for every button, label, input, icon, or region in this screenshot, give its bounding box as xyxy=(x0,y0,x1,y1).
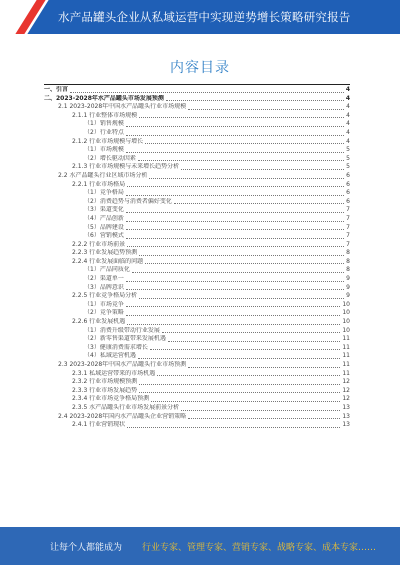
toc-leader-dots xyxy=(126,135,344,136)
toc-leader-dots xyxy=(126,306,341,307)
toc-entry-title: 2.2.1 行业市场格局 xyxy=(72,180,126,188)
toc-leader-dots xyxy=(181,169,344,170)
toc-entry[interactable] xyxy=(44,327,350,336)
toc-entry[interactable] xyxy=(44,292,350,301)
toc-entry-page: 5 xyxy=(346,154,350,162)
toc-entry-page: 12 xyxy=(342,386,350,394)
toc-leader-dots xyxy=(188,367,340,368)
toc-leader-dots xyxy=(127,324,340,325)
toc-entry-title: （2）渠道单一 xyxy=(84,275,124,283)
toc-entry[interactable] xyxy=(44,138,350,147)
toc-leader-dots xyxy=(166,100,344,101)
toc-entry[interactable] xyxy=(44,95,350,104)
toc-entry-page: 11 xyxy=(342,343,350,351)
toc-entry-page: 10 xyxy=(342,326,350,334)
toc-entry[interactable] xyxy=(44,258,350,267)
footer-lead-text: 让每个人都能成为 xyxy=(50,543,123,553)
toc-entry[interactable] xyxy=(44,232,350,241)
toc-leader-dots xyxy=(127,427,340,428)
toc-leader-dots xyxy=(70,92,344,93)
toc-leader-dots xyxy=(126,315,341,316)
toc-entry-title: （1）市场竞争 xyxy=(84,300,124,308)
toc-leader-dots xyxy=(127,186,344,187)
toc-entry-title: 2.3.3 行业市场发展趋势 xyxy=(72,386,138,394)
toc-leader-dots xyxy=(150,349,341,350)
toc-leader-dots xyxy=(127,246,344,247)
toc-entry[interactable] xyxy=(44,370,350,379)
toc-entry[interactable] xyxy=(44,404,350,413)
toc-entry-title: 2.3 2023-2028年中国水产品罐头行业市场预测 xyxy=(58,361,187,368)
header-banner xyxy=(0,0,400,34)
toc-leader-dots xyxy=(126,212,344,213)
toc-entry-title: （1）市场规模 xyxy=(84,146,124,154)
toc-entry-title: （5）品牌建设 xyxy=(84,223,124,231)
toc-leader-dots xyxy=(126,238,344,239)
toc-leader-dots xyxy=(157,375,340,376)
toc-leader-dots xyxy=(139,117,344,118)
toc-leader-dots xyxy=(126,221,344,222)
toc-entry-title: （4）产品创新 xyxy=(84,214,124,222)
toc-entry[interactable] xyxy=(44,301,350,310)
toc-entry-page: 13 xyxy=(342,412,350,420)
toc-entry[interactable] xyxy=(44,120,350,129)
toc-entry-page: 4 xyxy=(345,86,350,93)
toc-top-rule xyxy=(44,84,350,85)
toc-entry-page: 11 xyxy=(342,361,350,368)
toc-entry-page: 4 xyxy=(345,94,350,102)
toc-entry-page: 4 xyxy=(346,120,350,128)
toc-entry-title: 2.3.1 私域运营带来的市场机遇 xyxy=(72,369,156,377)
toc-entry[interactable] xyxy=(44,352,350,361)
toc-entry[interactable] xyxy=(44,387,350,396)
toc-entry-page: 11 xyxy=(342,335,350,343)
toc-entry[interactable] xyxy=(44,413,350,422)
footer-roles-text: 行业专家、管理专家、营销专家、战略专家、成本专家…… xyxy=(142,543,377,553)
toc-entry-page: 8 xyxy=(346,257,350,265)
toc-entry-page: 4 xyxy=(346,103,350,111)
toc-leader-dots xyxy=(188,109,344,110)
toc-entry-title: 2.1.2 行业市场规模与增长 xyxy=(72,137,144,145)
toc-entry-page: 8 xyxy=(346,266,350,274)
toc-entry-page: 4 xyxy=(346,137,350,145)
toc-leader-dots xyxy=(145,263,344,264)
toc-entry-title: （3）健康消费需求增长 xyxy=(84,343,148,351)
toc-entry-title: 2.4.1 行业营销现状 xyxy=(72,421,126,429)
toc-entry-page: 8 xyxy=(346,249,350,257)
toc-entry[interactable] xyxy=(44,172,350,181)
toc-leader-dots xyxy=(181,410,340,411)
toc-entry-title: 2.2.3 行业发展趋势预测 xyxy=(72,249,138,257)
toc-entry-page: 7 xyxy=(346,223,350,231)
toc-entry-title: 一、引言 xyxy=(44,86,69,93)
toc-entry-page: 7 xyxy=(346,214,350,222)
toc-entry-title: （1）销售规模 xyxy=(84,120,124,128)
toc-entry-title: （4）私域运营机遇 xyxy=(84,352,136,360)
toc-entry-title: 2.2 水产品罐头行业区域市场分析 xyxy=(58,171,148,179)
toc-entry-title: （1）消费升级带动行业发展 xyxy=(84,326,160,334)
toc-leader-dots xyxy=(188,418,340,419)
toc-entry[interactable] xyxy=(44,189,350,198)
toc-entry-title: 2.2.4 行业发展面临的问题 xyxy=(72,257,144,265)
toc-entry-title: 2.2.5 行业竞争格局分析 xyxy=(72,292,138,300)
toc-leader-dots xyxy=(162,332,341,333)
toc-entry[interactable] xyxy=(44,275,350,284)
toc-entry-title: （2）新零售渠道带来发展机遇 xyxy=(84,335,166,343)
toc-entry-page: 12 xyxy=(342,395,350,403)
toc-entry[interactable] xyxy=(44,206,350,215)
toc-entry[interactable] xyxy=(44,335,350,344)
toc-entry-page: 5 xyxy=(346,163,350,171)
toc-entry-title: （3）渠道变化 xyxy=(84,206,124,214)
toc-entry[interactable] xyxy=(44,344,350,353)
toc-entry[interactable] xyxy=(44,284,350,293)
toc-entry[interactable] xyxy=(44,129,350,138)
toc-entry-title: 2.1 2023-2028年中国水产品罐头行业市场规模 xyxy=(58,103,187,111)
toc-entry-title: （1）竞争格局 xyxy=(84,189,124,197)
toc-entry[interactable] xyxy=(44,249,350,258)
toc-entry-title: 2.3.5 水产品罐头行业市场发展前景分析 xyxy=(72,403,180,411)
toc-entry-title: 2.3.2 行业市场规模预测 xyxy=(72,378,138,386)
toc-entry[interactable] xyxy=(44,155,350,164)
toc-entry[interactable] xyxy=(44,224,350,233)
toc-entry-title: （6）营销模式 xyxy=(84,232,124,240)
toc-entry[interactable] xyxy=(44,146,350,155)
toc-leader-dots xyxy=(168,341,341,342)
toc-entry-page: 10 xyxy=(342,300,350,308)
toc-entry[interactable] xyxy=(44,241,350,250)
toc-leader-dots xyxy=(139,384,340,385)
toc-entry-title: 2.3.4 行业市场竞争格局预测 xyxy=(72,395,150,403)
toc-entry-page: 12 xyxy=(342,378,350,386)
toc-entry-page: 6 xyxy=(346,180,350,188)
toc-leader-dots xyxy=(139,392,340,393)
toc-entry[interactable] xyxy=(44,361,350,370)
toc-entry-page: 5 xyxy=(346,146,350,154)
toc-heading: 内容目录 xyxy=(170,60,230,76)
toc-entry-page: 7 xyxy=(346,232,350,240)
toc-entry-title: （2）竞争策略 xyxy=(84,309,124,317)
toc-entry[interactable] xyxy=(44,198,350,207)
toc-entry-title: （1）产品同质化 xyxy=(84,266,130,274)
toc-leader-dots xyxy=(126,281,344,282)
toc-entry[interactable] xyxy=(44,181,350,190)
toc-entry-title: 2.2.2 行业市场前景 xyxy=(72,240,126,248)
toc-entry-page: 7 xyxy=(346,206,350,214)
toc-entry-title: 二、2023-2028年水产品罐头市场发展预测 xyxy=(44,94,164,102)
toc-leader-dots xyxy=(174,203,344,204)
toc-entry-page: 11 xyxy=(342,352,350,360)
toc-entry-page: 13 xyxy=(342,421,350,429)
toc-entry-title: 2.4 2023-2028年国内水产品罐头企业营销策略 xyxy=(58,412,187,420)
toc-entry-page: 6 xyxy=(346,197,350,205)
toc-entry-page: 7 xyxy=(346,240,350,248)
toc-entry-page: 6 xyxy=(346,171,350,179)
toc-entry[interactable] xyxy=(44,395,350,404)
toc-entry[interactable] xyxy=(44,318,350,327)
toc-leader-dots xyxy=(138,160,344,161)
toc-leader-dots xyxy=(126,126,344,127)
toc-entry-page: 4 xyxy=(346,111,350,119)
toc-entry-title: 2.1.3 行业市场规模与未来增长趋势分析 xyxy=(72,163,180,171)
toc-entry-page: 10 xyxy=(342,318,350,326)
toc-leader-dots xyxy=(132,272,344,273)
toc-entry-title: （2）行业特点 xyxy=(84,128,124,136)
toc-entry[interactable] xyxy=(44,378,350,387)
toc-entry[interactable] xyxy=(44,421,350,430)
toc-entry[interactable] xyxy=(44,266,350,275)
toc-entry[interactable] xyxy=(44,103,350,112)
toc-entry[interactable] xyxy=(44,309,350,318)
toc-entry-page: 9 xyxy=(346,292,350,300)
toc-entry-page: 9 xyxy=(346,283,350,291)
toc-leader-dots xyxy=(126,229,344,230)
table-of-contents xyxy=(44,84,350,430)
toc-entry-title: （2）消费趋势与消费者偏好变化 xyxy=(84,197,172,205)
toc-leader-dots xyxy=(126,289,344,290)
toc-entry-title: 2.2.6 行业发展机遇 xyxy=(72,318,126,326)
toc-entry-page: 11 xyxy=(342,369,350,377)
toc-leader-dots xyxy=(126,195,344,196)
toc-entry-page: 10 xyxy=(342,309,350,317)
toc-entry-page: 9 xyxy=(346,275,350,283)
toc-leader-dots xyxy=(151,401,340,402)
toc-leader-dots xyxy=(138,358,341,359)
toc-entry[interactable] xyxy=(44,86,350,95)
toc-leader-dots xyxy=(149,178,344,179)
toc-leader-dots xyxy=(126,152,344,153)
toc-entry-page: 13 xyxy=(342,403,350,411)
toc-leader-dots xyxy=(139,298,344,299)
toc-entry-title: （3）品牌意识 xyxy=(84,283,124,291)
toc-entry-title: 2.1.1 行业整体市场规模 xyxy=(72,111,138,119)
toc-entry[interactable] xyxy=(44,215,350,224)
toc-leader-dots xyxy=(139,255,344,256)
toc-leader-dots xyxy=(145,143,344,144)
toc-entry[interactable] xyxy=(44,163,350,172)
footer-banner xyxy=(0,527,400,565)
report-title: 水产品罐头企业从私域运营中实现逆势增长策略研究报告 xyxy=(58,10,351,24)
toc-entry-page: 4 xyxy=(346,128,350,136)
toc-entry[interactable] xyxy=(44,112,350,121)
toc-entry-title: （2）增长驱动因素 xyxy=(84,154,136,162)
toc-entry-page: 6 xyxy=(346,189,350,197)
